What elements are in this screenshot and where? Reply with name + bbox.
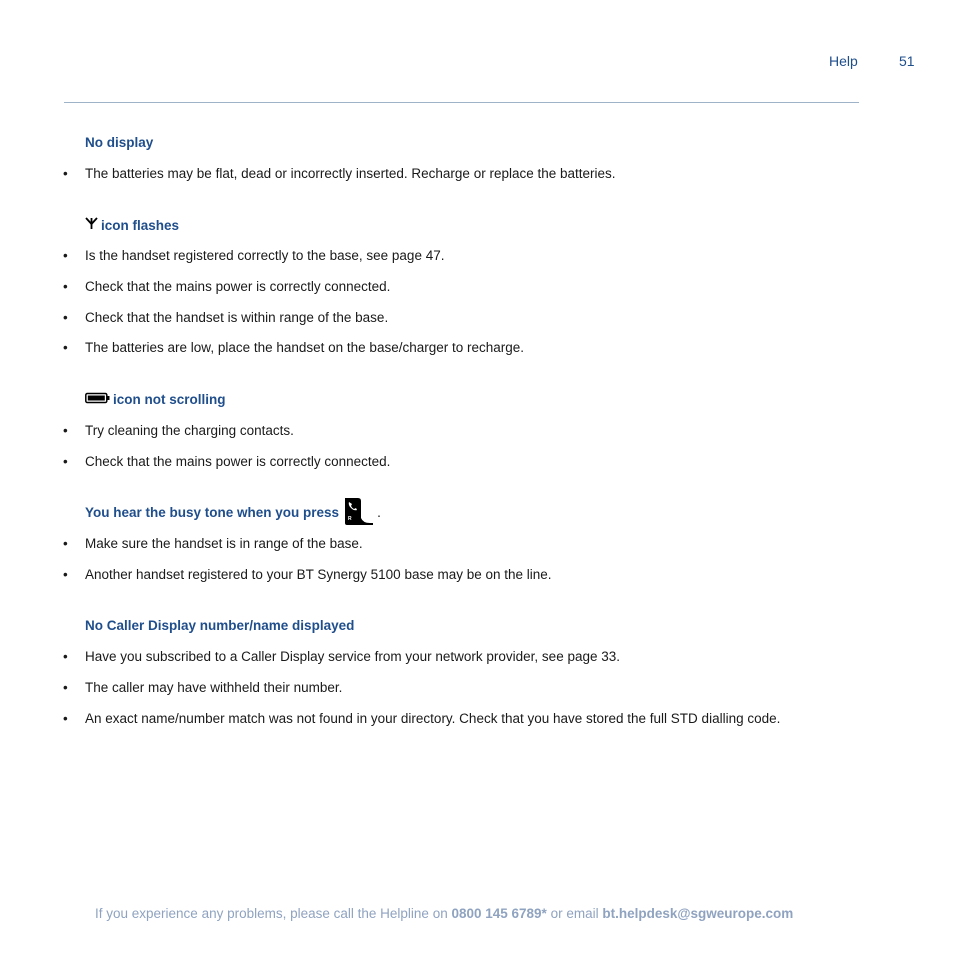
bullet-dot: • [63, 248, 68, 263]
footer-helpline [95, 906, 793, 921]
list-item [63, 310, 388, 325]
heading-no-display [85, 135, 153, 150]
list-item-text: Check that the mains power is correctly connected. [85, 279, 391, 294]
list-item-text: Check that the mains power is correctly connected. [85, 454, 391, 469]
list-item [63, 248, 444, 263]
footer-text: If you experience any problems, please call the Helpline on [95, 906, 452, 921]
svg-text:R: R [348, 516, 352, 522]
heading-text: icon flashes [101, 217, 180, 233]
bullet-dot: • [63, 423, 68, 438]
antenna-icon [85, 217, 98, 233]
bullet-dot: • [63, 310, 68, 325]
header-section-label: Help [829, 53, 858, 69]
bullet-dot: • [63, 567, 68, 582]
footer-text: or email [546, 906, 603, 921]
heading-busy-tone [85, 497, 381, 528]
list-item [63, 680, 342, 695]
list-item-text: Is the handset registered correctly to the base, see page 47. [85, 248, 445, 263]
bullet-dot: • [63, 711, 68, 726]
bullet-dot: • [63, 279, 68, 294]
list-item [63, 649, 620, 664]
list-item-text: Have you subscribed to a Caller Display service from your network provider, see page 33. [85, 649, 621, 664]
list-item [63, 340, 524, 355]
list-item-text: Make sure the handset is in range of the base. [85, 536, 363, 551]
list-item-text: The caller may have withheld their number. [85, 680, 343, 695]
bullet-dot: • [63, 680, 68, 695]
list-item-text: The batteries may be flat, dead or incorrectly inserted. Recharge or replace the batteries. [85, 166, 616, 181]
heading-text: You hear the busy tone when you press [85, 505, 340, 520]
bullet-dot: • [63, 340, 68, 355]
heading-text: No display [85, 135, 154, 150]
header-rule [64, 102, 859, 103]
bullet-dot: • [63, 536, 68, 551]
talk-key-icon [344, 497, 374, 528]
list-item [63, 279, 390, 294]
heading-no-caller-display [85, 618, 354, 633]
list-item [63, 536, 363, 551]
list-item [63, 423, 294, 438]
helpdesk-email-link[interactable]: bt.helpdesk@sgweurope.com [602, 906, 794, 921]
list-item-text: Another handset registered to your BT Synergy 5100 base may be on the line. [85, 567, 552, 582]
list-item [63, 711, 780, 726]
list-item-text: The batteries are low, place the handset on the base/charger to recharge. [85, 340, 525, 355]
list-item-text: Try cleaning the charging contacts. [85, 423, 294, 438]
list-item [63, 567, 552, 582]
list-item [63, 454, 390, 469]
list-item [63, 166, 616, 181]
list-item-text: Check that the handset is within range of the base. [85, 310, 389, 325]
bullet-dot: • [63, 454, 68, 469]
list-item-text: An exact name/number match was not found in your directory. Check that you have stored the full STD dialling code. [85, 711, 781, 726]
heading-suffix: . [377, 505, 381, 520]
bullet-dot: • [63, 166, 68, 181]
heading-icon-flashes [85, 217, 179, 233]
battery-icon [85, 392, 110, 407]
bullet-dot: • [63, 649, 68, 664]
page-number: 51 [899, 53, 915, 69]
heading-text: No Caller Display number/name displayed [85, 618, 355, 633]
heading-icon-not-scrolling [85, 392, 226, 407]
heading-text: icon not scrolling [113, 392, 226, 407]
helpline-phone[interactable]: 0800 145 6789* [451, 906, 547, 921]
